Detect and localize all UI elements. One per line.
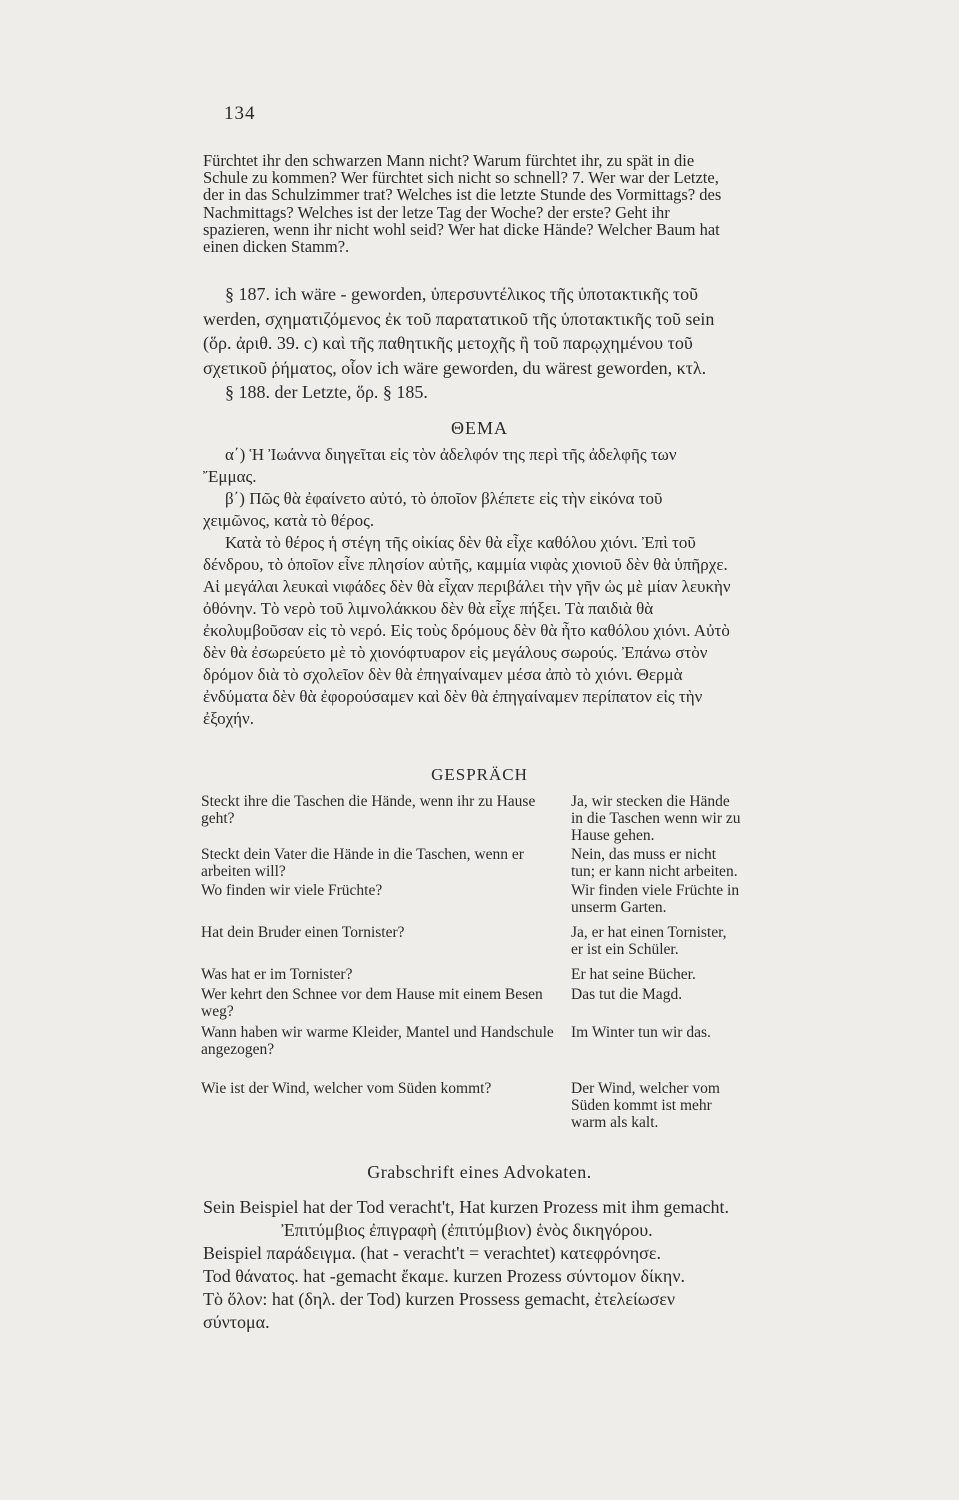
dialog-question: Steckt ihre die Taschen die Hände, wenn ihr zu Hause geht? bbox=[201, 793, 536, 827]
grabschrift-gloss: Beispiel παράδειγμα. (hat - veracht't = verachtet) κατεφρόνησε. bbox=[203, 1243, 661, 1263]
dialog-answer: Im Winter tun wir das. bbox=[571, 1024, 711, 1041]
dialog-question: Was hat er im Tornister? bbox=[201, 966, 353, 983]
grammar-notes bbox=[203, 282, 731, 405]
dialog-row bbox=[201, 986, 741, 1024]
exercise-questions bbox=[203, 152, 731, 255]
dialog-question: Wann haben wir warme Kleider, Mantel und Handschule angezogen? bbox=[201, 1024, 554, 1058]
dialog-answer: Ja, er hat einen Tornister, er ist ein Schüler. bbox=[571, 924, 727, 958]
dialog-row bbox=[201, 924, 741, 966]
dialog-question: Wie ist der Wind, welcher vom Süden kommt? bbox=[201, 1080, 492, 1097]
dialog-table bbox=[201, 793, 741, 1131]
paragraph-188: § 188. der Letzte, ὅρ. § 185. bbox=[225, 382, 428, 402]
dialog-row bbox=[201, 882, 741, 924]
grabschrift-greek-title: Ἐπιτύμβιος ἐπιγραφὴ (ἐπιτύμβιον) ἑνὸς δικηγόρου. bbox=[281, 1220, 653, 1240]
dialog-row bbox=[201, 1080, 741, 1131]
dialog-answer: Er hat seine Bücher. bbox=[571, 966, 696, 983]
dialog-answer: Nein, das muss er nicht tun; er kann nicht arbeiten. bbox=[571, 846, 738, 880]
thema-section bbox=[203, 444, 731, 730]
dialog-answer: Der Wind, welcher vom Süden kommt ist mehr warm als kalt. bbox=[571, 1080, 720, 1131]
dialog-row bbox=[201, 1024, 741, 1080]
dialog-question: Wer kehrt den Schnee vor dem Hause mit einem Besen weg? bbox=[201, 986, 543, 1020]
page-number: 134 bbox=[224, 103, 256, 124]
dialog-question: Wo finden wir viele Früchte? bbox=[201, 882, 383, 899]
grabschrift-gloss: Τὸ ὅλον: hat (δηλ. der Tod) kurzen Prossess gemacht, ἐτελείωσεν σύντομα. bbox=[203, 1289, 676, 1332]
dialog-row bbox=[201, 793, 741, 846]
grabschrift-verse: Sein Beispiel hat der Tod veracht't, Hat kurzen Prozess mit ihm gemacht. bbox=[203, 1197, 730, 1217]
grabschrift-gloss: Tod θάνατος. hat -gemacht ἔκαμε. kurzen Prozess σύντομον δίκην. bbox=[203, 1266, 685, 1286]
dialog-answer: Ja, wir stecken die Hände in die Taschen wenn wir zu Hause gehen. bbox=[571, 793, 741, 844]
thema-heading: ΘΕΜΑ bbox=[451, 418, 508, 438]
questions-paragraph: Fürchtet ihr den schwarzen Mann nicht? Warum fürchtet ihr, zu spät in die Schule zu kommen? Wer fürchtet sich nicht so schnell? 7. Wer war der Letzte, der in das Schulzimmer trat? Welches ist die letzte Stunde des Vormittags? des Nachmittags? Welches ist der letze Tag der Woche? der erste? Geht ihr spazieren, wenn ihr nicht wohl seid? Wer hat dicke Hände? Welcher Baum hat einen dicken Stamm?. bbox=[203, 151, 722, 257]
thema-item-a: α΄) Ἡ Ἰωάννα διηγεῖται εἰς τὸν ἀδελφόν της περὶ τῆς ἀδελφῆς των Ἔμμας. bbox=[203, 445, 677, 486]
grabschrift-heading: Grabschrift eines Advokaten. bbox=[367, 1162, 592, 1182]
paragraph-187: § 187. ich wäre - geworden, ὑπερσυντέλικος τῆς ὑποτακτικῆς τοῦ werden, σχηματιζόμενος ἐκ τοῦ παρατατικοῦ τῆς ὑποτακτικῆς τοῦ sein (ὅρ. ἀριθ. 39. c) καὶ τῆς παθητικῆς μετοχῆς ἢ τοῦ παρῳχημένου τοῦ σχετικοῦ ῥήματος, οἷον ich wäre geworden, du wärest geworden, κτλ. bbox=[203, 284, 715, 378]
thema-item-b: β΄) Πῶς θὰ ἐφαίνετο αὐτό, τὸ ὁποῖον βλέπετε εἰς τὴν εἰκόνα τοῦ χειμῶνος, κατὰ τὸ θέρος. bbox=[203, 489, 663, 530]
gespraech-heading: GESPRÄCH bbox=[431, 765, 528, 784]
dialog-question: Hat dein Bruder einen Tornister? bbox=[201, 924, 405, 941]
dialog-question: Steckt dein Vater die Hände in die Taschen, wenn er arbeiten will? bbox=[201, 846, 524, 880]
grabschrift-section bbox=[203, 1196, 731, 1334]
dialog-answer: Wir finden viele Früchte in unserm Garten. bbox=[571, 882, 740, 916]
thema-story: Κατὰ τὸ θέρος ἡ στέγη τῆς οἰκίας δὲν θὰ εἶχε καθόλου χιόνι. Ἐπὶ τοῦ δένδρου, τὸ ὁποῖον εἶνε πλησίον αὐτῆς, καμμία νιφὰς χιονιοῦ δὲν θὰ ὑπῆρχε. Αἱ μεγάλαι λευκαὶ νιφάδες δὲν θὰ εἶχαν περιβάλει τὴν γῆν ὡς μὲ μίαν λευκὴν ὀθόνην. Τὸ νερὸ τοῦ λιμνολάκκου δὲν θὰ εἶχε πήξει. Τὰ παιδιὰ θὰ ἐκολυμβοῦσαν εἰς τὸ νερό. Εἰς τοὺς δρόμους δὲν θὰ ἦτο καθόλου χιόνι. Αὐτὸ δὲν θὰ ἐσωρεύετο μὲ τὸ χιονόφτυαρον εἰς μεγάλους σωρούς. Ἐπάνω στὸν δρόμον διὰ τὸ σχολεῖον δὲν θὰ ἐπηγαίναμεν μέσα ἀπὸ τὸ χιόνι. Θερμὰ ἐνδύματα δὲν θὰ ἐφορούσαμεν καὶ δὲν θὰ ἐπηγαίναμεν περίπατον εἰς τὴν ἐξοχήν. bbox=[203, 533, 731, 728]
dialog-answer: Das tut die Magd. bbox=[571, 986, 683, 1003]
dialog-row bbox=[201, 846, 741, 882]
dialog-row bbox=[201, 966, 741, 986]
